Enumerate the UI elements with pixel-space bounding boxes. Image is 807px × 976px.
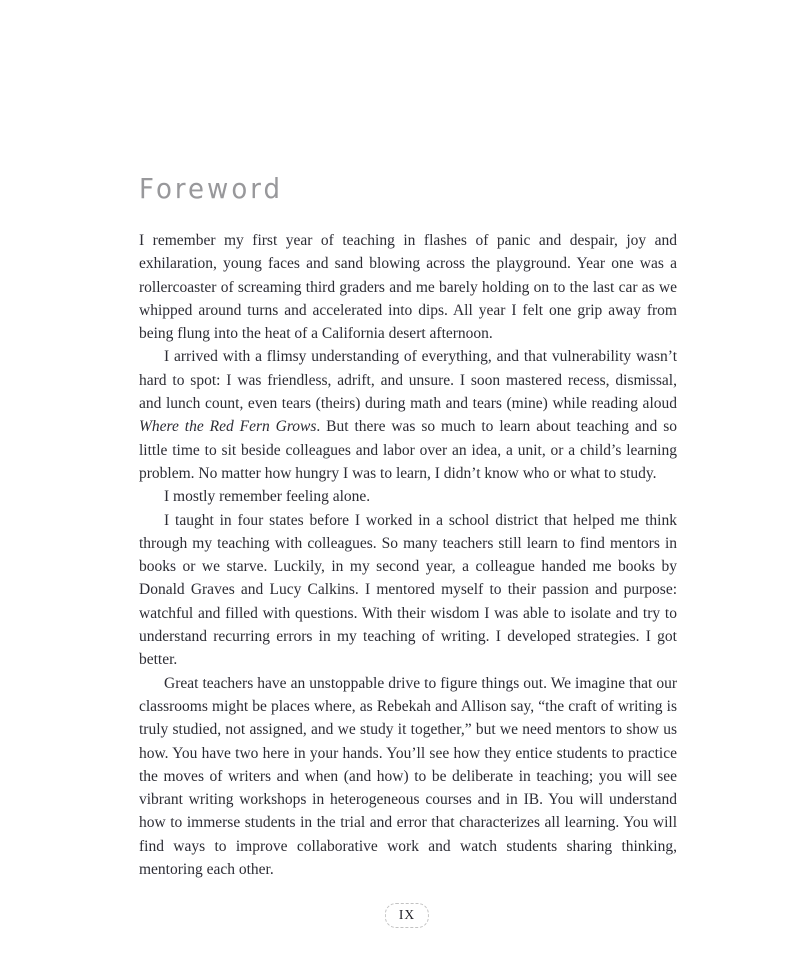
- paragraph: [139, 672, 677, 882]
- text-run: I mostly remember feeling alone.: [164, 488, 371, 506]
- text-run: I arrived with a flimsy understanding of everything, and that vulnerability wasn’t hard to spot: I was friendless, adrift, and unsure. I soon mastered recess, dismissal, and lunch count, even tears (theirs) during math and tears (mine) while reading aloud: [139, 348, 677, 413]
- text-run: I remember my first year of teaching in flashes of panic and despair, joy and exhilaration, young faces and sand blowing across the playground. Year one was a rollercoaster of screaming third graders and me barely holding on to the last car as we whipped around turns and accelerated into dips. All year I felt one grip away from being flung into the heat of a California desert afternoon.: [139, 232, 677, 343]
- book-title-italic: Where the Red Fern Grows: [139, 418, 317, 436]
- page-number-badge: IX: [385, 903, 429, 928]
- chapter-heading: Foreword: [139, 174, 283, 206]
- text-run: . But there was so much to learn about teaching and so little time to sit beside colleagues and labor over an idea, a unit, or a child’s learning problem. No matter how hungry I was to learn, I didn’t know who or what to study.: [139, 418, 677, 482]
- paragraph: [139, 229, 677, 345]
- paragraph: [139, 485, 677, 508]
- text-run: Great teachers have an unstoppable drive to figure things out. We imagine that our classrooms might be places where, as Rebekah and Allison say, “the craft of writing is truly studied, not assigned, and we study it together,” but we need mentors to show us how. You have two here in your hands. You’ll see how they entice students to practice the moves of writers and when (and how) to be deliberate in teaching; you will see vibrant writing workshops in heterogeneous courses and in IB. You will understand how to immerse students in the trial and error that characterizes all learning. You will find ways to improve collaborative work and watch students sharing thinking, mentoring each other.: [139, 674, 677, 879]
- paragraph: [139, 509, 677, 672]
- text-run: I taught in four states before I worked in a school district that helped me think through my teaching with colleagues. So many teachers still learn to find mentors in books or we starve. Luckily, in my second year, a colleague handed me books by Donald Graves and Lucy Calkins. I mentored myself to their passion and purpose: watchful and filled with questions. With their wisdom I was able to isolate and try to understand recurring errors in my teaching of writing. I developed strategies. I got better.: [139, 511, 677, 669]
- paragraph: [139, 345, 677, 485]
- body-text: [139, 229, 677, 881]
